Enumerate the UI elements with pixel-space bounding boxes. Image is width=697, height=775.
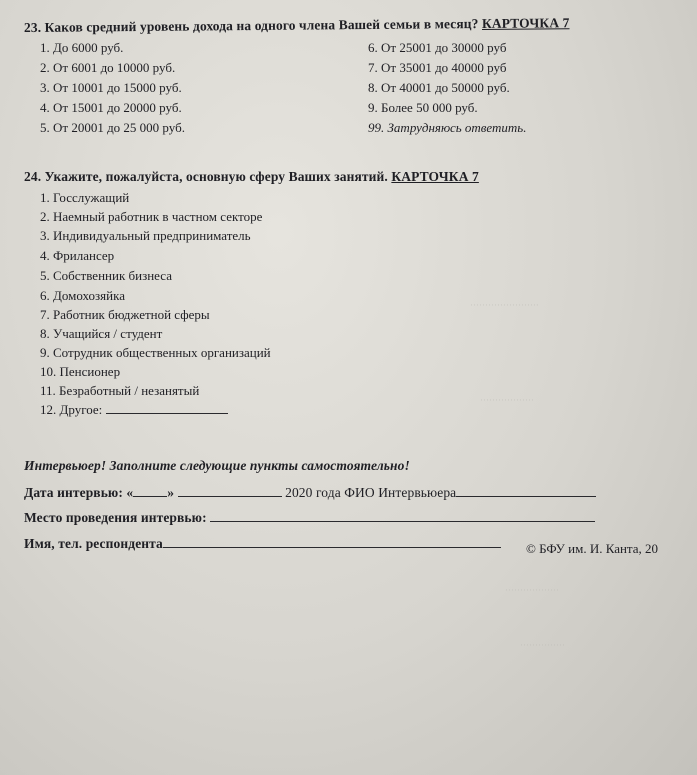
respondent-label: Имя, тел. респондента — [24, 536, 163, 551]
bleed-through: ······················· — [470, 300, 539, 310]
respondent-row — [24, 536, 501, 552]
other-answer-line[interactable] — [106, 402, 228, 414]
option: 5. Собственник бизнеса — [40, 268, 172, 283]
option: 9. Сотрудник общественных организаций — [40, 345, 271, 360]
option: 1. Госслужащий — [40, 190, 130, 205]
date-label: Дата интервью: « — [24, 485, 134, 500]
question-23-title — [24, 15, 570, 36]
option: 8. От 40001 до 50000 руб. — [368, 80, 510, 95]
option: 10. Пенсионер — [40, 364, 121, 379]
place-line[interactable] — [210, 510, 595, 522]
option-other — [40, 402, 228, 418]
date-day-line[interactable] — [133, 485, 167, 497]
option: 4. От 15001 до 20000 руб. — [40, 100, 182, 115]
option: 3. Индивидуальный предприниматель — [40, 228, 251, 243]
option-label: 12. Другое: — [40, 402, 103, 417]
bleed-through: ··············· — [520, 640, 565, 650]
option: 11. Безработный / незанятый — [40, 383, 200, 398]
date-month-line[interactable] — [178, 485, 282, 497]
option: 2. От 6001 до 10000 руб. — [40, 60, 176, 75]
interview-place-row — [24, 510, 595, 526]
option: 99. Затрудняюсь ответить. — [368, 120, 527, 135]
question-text: 23. Каков средний уровень дохода на одного члена Вашей семьи в месяц? — [23, 16, 479, 35]
option: 7. Работник бюджетной сферы — [40, 307, 210, 322]
option: 8. Учащийся / студент — [40, 326, 163, 341]
interview-date-row — [24, 485, 596, 501]
option: 6. Домохозяйка — [40, 288, 125, 303]
option: 7. От 35001 до 40000 руб — [368, 60, 507, 75]
interviewer-name-line[interactable] — [456, 485, 596, 497]
year-and-interviewer-label: 2020 года ФИО Интервьюера — [285, 485, 457, 500]
respondent-line[interactable] — [163, 536, 501, 548]
option: 3. От 10001 до 15000 руб. — [40, 80, 182, 95]
place-label: Место проведения интервью: — [24, 510, 207, 525]
question-text: 24. Укажите, пожалуйста, основную сферу Ваших занятий. — [24, 169, 388, 184]
card-reference: КАРТОЧКА 7 — [481, 15, 570, 32]
interviewer-note: Интервьюер! Заполните следующие пункты самостоятельно! — [24, 458, 410, 473]
option: 9. Более 50 000 руб. — [368, 100, 478, 115]
bleed-through: ·················· — [505, 585, 559, 595]
card-reference: КАРТОЧКА 7 — [391, 169, 479, 184]
copyright: © БФУ им. И. Канта, 20 — [526, 541, 659, 556]
date-quote: » — [167, 485, 175, 500]
question-24-title — [24, 169, 479, 185]
bleed-through: ·················· — [480, 395, 534, 405]
option: 6. От 25001 до 30000 руб — [368, 40, 507, 55]
option: 4. Фрилансер — [40, 248, 115, 263]
option: 1. До 6000 руб. — [40, 40, 124, 55]
option: 2. Наемный работник в частном секторе — [40, 209, 263, 224]
option: 5. От 20001 до 25 000 руб. — [40, 120, 185, 135]
